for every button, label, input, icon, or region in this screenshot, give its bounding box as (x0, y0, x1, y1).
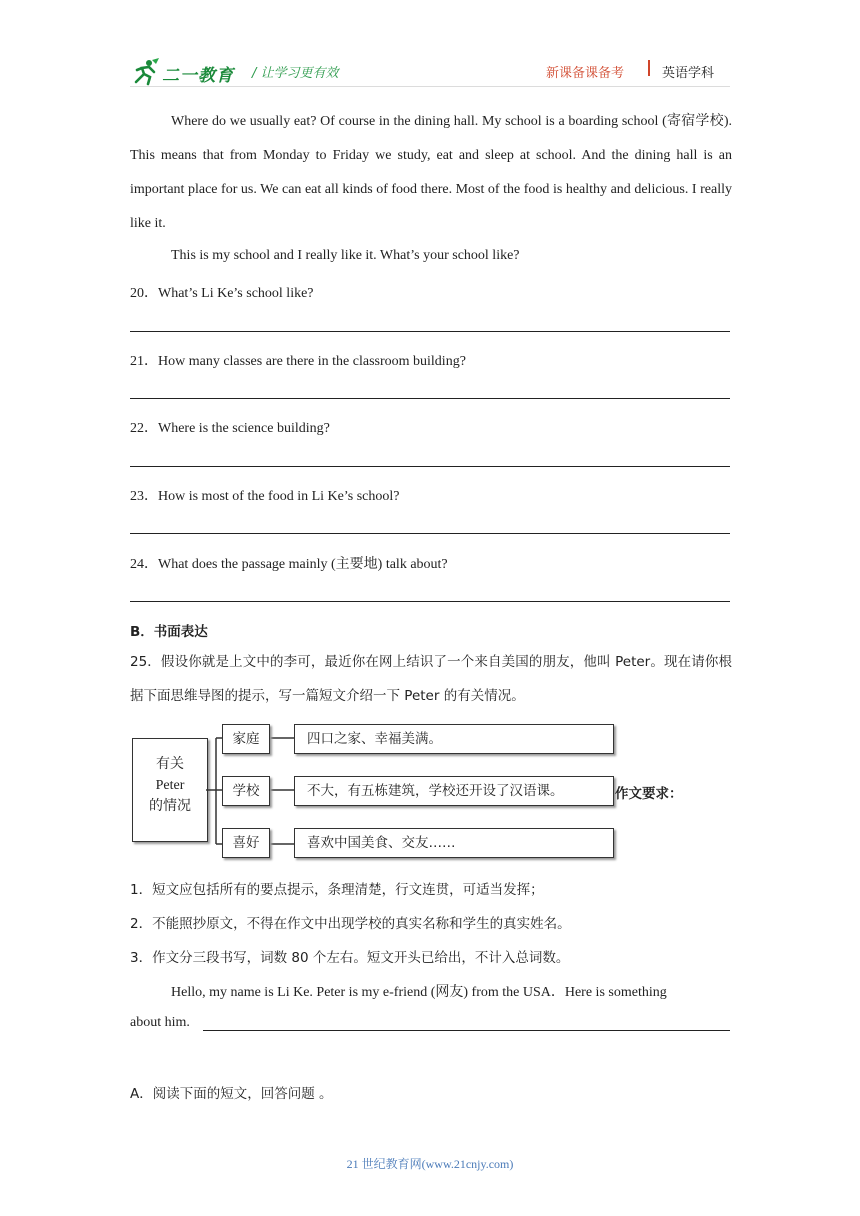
brand-slogan: / 让学习更有效 (252, 66, 339, 81)
question-number: 24． (130, 557, 158, 572)
mind-map-center (132, 738, 208, 842)
question-text: How many classes are there in the classroom building? (158, 354, 466, 369)
question-text: What does the passage mainly (主要地) talk about? (158, 557, 448, 572)
question-text: What’s Li Ke’s school like? (158, 286, 314, 301)
answer-line-22[interactable] (130, 466, 730, 467)
question-number: 21． (130, 354, 158, 369)
requirements-title: 作文要求： (615, 786, 683, 802)
center-line-3: 的情况 (149, 799, 191, 814)
answer-line-24[interactable] (130, 601, 730, 602)
question-22 (130, 417, 330, 437)
header-rule (130, 86, 730, 87)
branch-label-school: 学校 (222, 776, 270, 806)
question-20 (130, 282, 314, 302)
header-divider (648, 60, 650, 76)
answer-line-23[interactable] (130, 533, 730, 534)
branch-label-hobbies: 喜好 (222, 828, 270, 858)
brand-logo-text: 二一教育 (162, 66, 234, 86)
runner-logo-icon (132, 58, 160, 86)
header-tagline: 新课备课备考 (546, 66, 625, 81)
question-number: 20． (130, 286, 158, 301)
requirement-3: 3．作文分三段书写，词数 80 个左右。短文开头已给出，不计入总词数。 (130, 950, 570, 966)
answer-line-21[interactable] (130, 398, 730, 399)
branch-content-family: 四口之家、幸福美满。 (294, 724, 614, 754)
question-text: How is most of the food in Li Ke’s school? (158, 489, 400, 504)
writing-prompt: 25．假设你就是上文中的李可，最近你在网上结识了一个来自美国的朋友，他叫 Peter。现在请你根据下面思维导图的提示，写一篇短文介绍一下 Peter 的有关情况。 (130, 654, 732, 704)
answer-line-20[interactable] (130, 331, 730, 332)
branch-label-family: 家庭 (222, 724, 270, 754)
question-number: 22． (130, 421, 158, 436)
passage-paragraph-2: This is my school and I really like it. What’s your school like? (171, 248, 520, 263)
essay-opening-line-2: about him. (130, 1015, 190, 1030)
essay-opening-line-1: Hello, my name is Li Ke. Peter is my e-friend (网友) from the USA．Here is something (171, 985, 667, 1000)
requirement-1: 1．短文应包括所有的要点提示，条理清楚，行文连贯，可适当发挥； (130, 882, 544, 898)
question-number: 23． (130, 489, 158, 504)
branch-content-school: 不大，有五栋建筑，学校还开设了汉语课。 (294, 776, 614, 806)
essay-writing-line[interactable] (203, 1030, 730, 1031)
page-footer: 21 世纪教育网(www.21cnjy.com) (346, 1157, 514, 1171)
next-section-heading: A．阅读下面的短文，回答问题 。 (130, 1086, 333, 1102)
question-23 (130, 485, 399, 505)
branch-content-hobbies: 喜欢中国美食、交友…… (294, 828, 614, 858)
question-21 (130, 350, 466, 370)
header-subject: 英语学科 (662, 66, 715, 81)
center-line-1: 有关 (156, 757, 184, 772)
section-b-title: B．书面表达 (130, 624, 208, 640)
question-text: Where is the science building? (158, 421, 330, 436)
center-line-2: Peter (155, 778, 185, 793)
passage-paragraph-1: Where do we usually eat? Of course in the dining hall. My school is a boarding school (寄宿学校). This means that from Monday to Friday we study, eat and sleep at school. And the dining hall is an important place for us. We can eat all kinds of food there. Most of the food is healthy and delicious. I really like it. (130, 114, 732, 231)
requirement-2: 2．不能照抄原文，不得在作文中出现学校的真实名称和学生的真实姓名。 (130, 916, 571, 932)
question-24 (130, 553, 448, 573)
